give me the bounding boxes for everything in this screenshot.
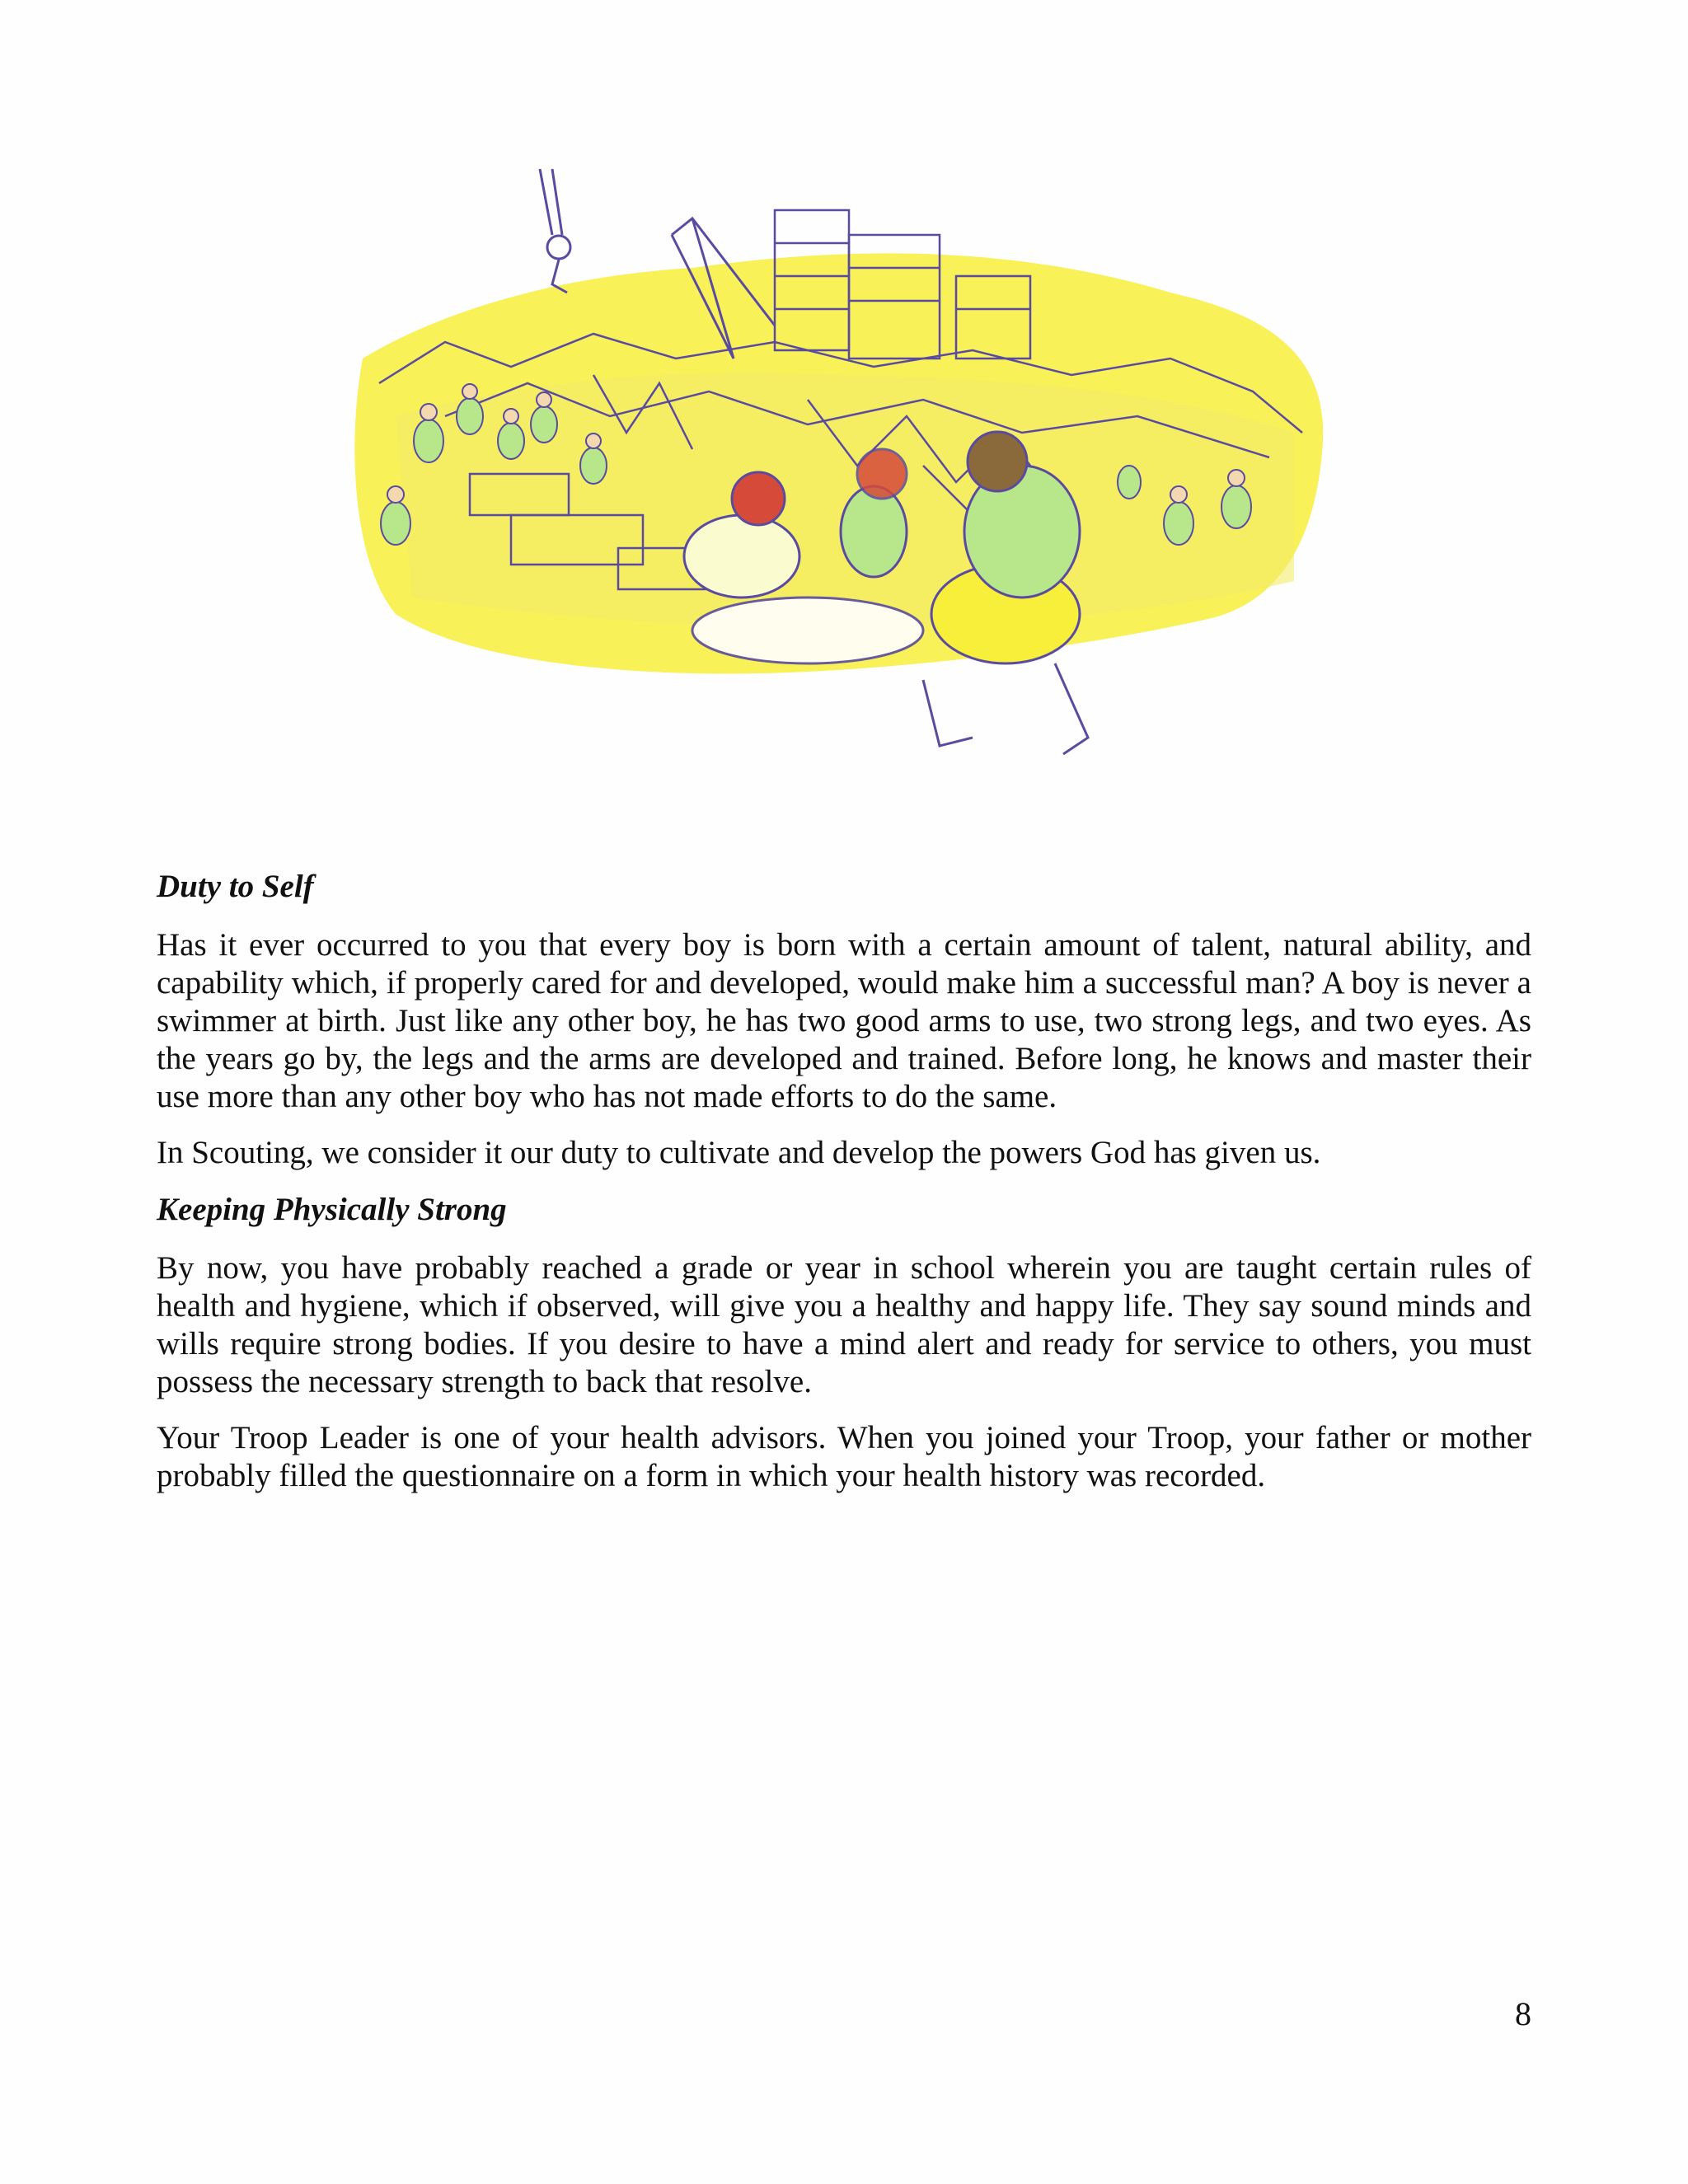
text-content xyxy=(157,867,1531,1513)
section-heading: Keeping Physically Strong xyxy=(157,1192,507,1227)
page-number: 8 xyxy=(1515,1995,1531,2032)
paragraph: Has it ever occurred to you that every boy is born with a certain amount of talent, natural ability, and capability which, if properly cared for and developed, would make him a successful man? A boy is never a swimmer at birth. Just like any other boy, he has two good arms to use, two strong legs, and two eyes. As the years go by, the legs and the arms are developed and trained. Before long, he knows and master their use more than any other boy who has not made efforts to do the same. xyxy=(157,927,1531,1114)
section-heading: Duty to Self xyxy=(157,869,314,904)
paragraph: Your Troop Leader is one of your health advisors. When you joined your Troop, your father or mother probably filled the questionnaire on a form in which your health history was recorded. xyxy=(157,1420,1531,1493)
paragraph: By now, you have probably reached a grade or year in school wherein you are taught certain rules of health and hygiene, which if observed, will give you a healthy and happy life. They say sound minds and wills require strong bodies. If you desire to have a mind alert and ready for service to others, you must possess the necessary strength to back that resolve. xyxy=(157,1250,1531,1399)
scout-rescue-illustration xyxy=(346,169,1335,804)
paragraph: In Scouting, we consider it our duty to cultivate and develop the powers God has given us. xyxy=(157,1135,1321,1170)
